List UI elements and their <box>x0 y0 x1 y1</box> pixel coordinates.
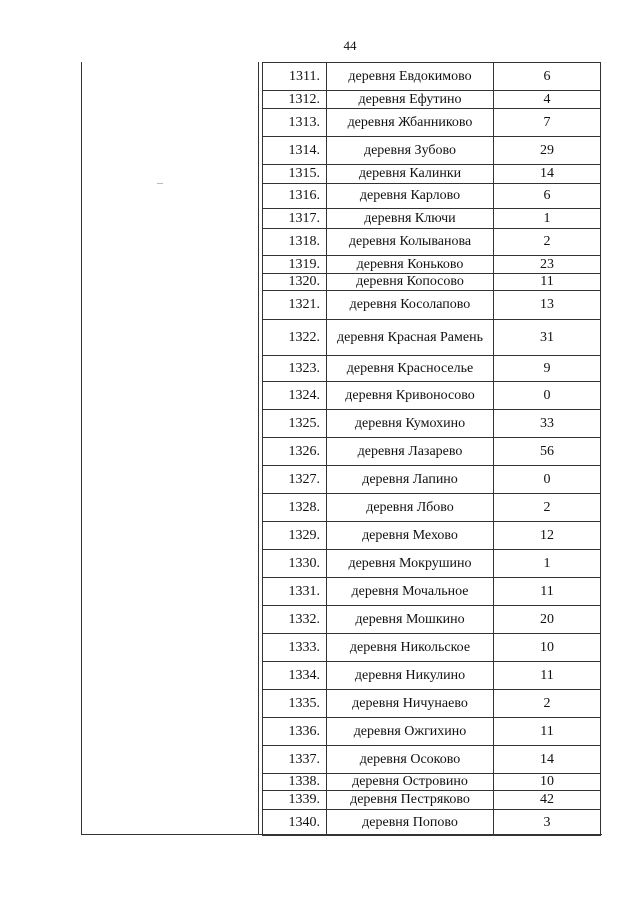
settlement-value: 1 <box>543 555 551 571</box>
settlement-name: деревня Коньково <box>327 256 494 273</box>
table-row <box>262 809 601 836</box>
settlement-value: 14 <box>540 166 554 181</box>
settlement-name: деревня Косолапово <box>327 291 494 319</box>
settlement-name: деревня Зубово <box>327 137 494 164</box>
settlement-value: 2 <box>543 234 551 249</box>
settlement-value: 6 <box>543 188 551 203</box>
settlement-name: деревня Осоково <box>327 746 494 773</box>
row-number: 1327. <box>263 466 327 493</box>
table-row <box>262 108 601 137</box>
settlement-name: деревня Никулино <box>327 662 494 689</box>
row-number: 1336. <box>263 718 327 745</box>
table-row <box>262 273 601 291</box>
row-number: 1335. <box>263 690 327 717</box>
row-number: 1321. <box>263 291 327 319</box>
row-number: 1311. <box>263 63 327 90</box>
table-row <box>262 549 601 578</box>
settlement-name: деревня Копосово <box>327 274 494 290</box>
table-row <box>262 493 601 522</box>
table-row <box>262 773 601 791</box>
table-row <box>262 465 601 494</box>
settlement-name: деревня Ефутино <box>327 91 494 108</box>
row-number: 1317. <box>263 209 327 228</box>
row-number: 1325. <box>263 410 327 437</box>
settlement-name: деревня Красная Рамень <box>327 320 494 355</box>
table-row <box>262 605 601 634</box>
table-row <box>262 319 601 356</box>
settlement-name: деревня Лазарево <box>327 438 494 465</box>
row-number: 1322. <box>263 320 327 355</box>
table-row <box>262 183 601 209</box>
settlement-value: 4 <box>543 91 551 107</box>
row-number: 1333. <box>263 634 327 661</box>
table-row <box>262 521 601 550</box>
settlement-value: 20 <box>540 611 554 627</box>
table-row <box>262 290 601 320</box>
settlement-name: деревня Евдокимово <box>327 63 494 90</box>
table-row <box>262 136 601 165</box>
row-number: 1329. <box>263 522 327 549</box>
row-number: 1332. <box>263 606 327 633</box>
table-row <box>262 577 601 606</box>
settlement-name: деревня Мокрушино <box>327 550 494 577</box>
settlement-name: деревня Кривоносово <box>327 382 494 409</box>
table-row <box>262 689 601 718</box>
row-number: 1314. <box>263 137 327 164</box>
row-number: 1319. <box>263 256 327 273</box>
settlement-value: 2 <box>543 499 551 515</box>
table-row <box>262 633 601 662</box>
row-number: 1331. <box>263 578 327 605</box>
settlement-value: 2 <box>543 695 551 711</box>
settlement-name: деревня Калинки <box>327 165 494 183</box>
settlement-name: деревня Карлово <box>327 184 494 208</box>
row-number: 1334. <box>263 662 327 689</box>
row-number: 1328. <box>263 494 327 521</box>
settlement-name: деревня Кумохино <box>327 410 494 437</box>
row-number: 1323. <box>263 356 327 381</box>
settlement-value: 14 <box>540 751 554 767</box>
row-number: 1326. <box>263 438 327 465</box>
settlement-value: 10 <box>540 774 554 789</box>
settlement-value: 42 <box>540 792 554 807</box>
settlement-name: деревня Пестряково <box>327 791 494 809</box>
row-number: 1318. <box>263 229 327 255</box>
table-row <box>262 790 601 810</box>
settlement-name: деревня Жбанниково <box>327 109 494 136</box>
row-number: 1339. <box>263 791 327 809</box>
settlement-value: 10 <box>540 639 554 655</box>
settlement-value: 11 <box>540 723 554 739</box>
settlement-value: 6 <box>543 68 551 84</box>
settlement-name: деревня Мехово <box>327 522 494 549</box>
settlement-value: 33 <box>540 415 554 431</box>
row-number: 1337. <box>263 746 327 773</box>
settlement-name: деревня Ожгихино <box>327 718 494 745</box>
table-row <box>262 208 601 229</box>
table-row <box>262 255 601 274</box>
settlement-value: 31 <box>540 329 554 345</box>
row-number: 1320. <box>263 274 327 290</box>
table-row <box>262 381 601 410</box>
table-row <box>262 228 601 256</box>
table-row <box>262 355 601 382</box>
table-row <box>262 409 601 438</box>
settlement-value: 3 <box>543 814 551 830</box>
table-row <box>262 437 601 466</box>
table-row <box>262 164 601 184</box>
settlement-value: 29 <box>540 142 554 158</box>
table-row <box>262 661 601 690</box>
settlement-name: деревня Попово <box>327 810 494 835</box>
row-number: 1324. <box>263 382 327 409</box>
settlement-value: 9 <box>543 360 551 376</box>
settlement-name: деревня Никольское <box>327 634 494 661</box>
settlement-value: 56 <box>540 443 554 459</box>
settlement-name: деревня Островино <box>327 774 494 790</box>
table-row <box>262 745 601 774</box>
settlement-name: деревня Лапино <box>327 466 494 493</box>
settlement-value: 11 <box>540 274 554 289</box>
row-number: 1315. <box>263 165 327 183</box>
settlement-name: деревня Лбово <box>327 494 494 521</box>
table-row <box>262 62 601 91</box>
row-number: 1340. <box>263 810 327 835</box>
row-number: 1316. <box>263 184 327 208</box>
settlement-name: деревня Ключи <box>327 209 494 228</box>
settlement-value: 1 <box>543 210 551 226</box>
settlement-name: деревня Ничунаево <box>327 690 494 717</box>
page-number: 44 <box>343 38 357 53</box>
table-row <box>262 90 601 109</box>
settlement-value: 0 <box>543 387 551 403</box>
settlement-name: деревня Мошкино <box>327 606 494 633</box>
row-number: 1312. <box>263 91 327 108</box>
settlement-value: 11 <box>540 667 554 683</box>
table-row <box>262 717 601 746</box>
row-number: 1313. <box>263 109 327 136</box>
settlement-value: 11 <box>540 583 554 599</box>
settlement-name: деревня Колыванова <box>327 229 494 255</box>
settlement-value: 7 <box>543 114 551 130</box>
row-number: 1338. <box>263 774 327 790</box>
settlement-value: 23 <box>540 256 554 272</box>
settlement-value: 0 <box>543 471 551 487</box>
settlement-name: деревня Мочальное <box>327 578 494 605</box>
row-number: 1330. <box>263 550 327 577</box>
settlement-value: 13 <box>540 297 554 312</box>
settlement-name: деревня Красноселье <box>327 356 494 381</box>
settlement-value: 12 <box>540 527 554 543</box>
